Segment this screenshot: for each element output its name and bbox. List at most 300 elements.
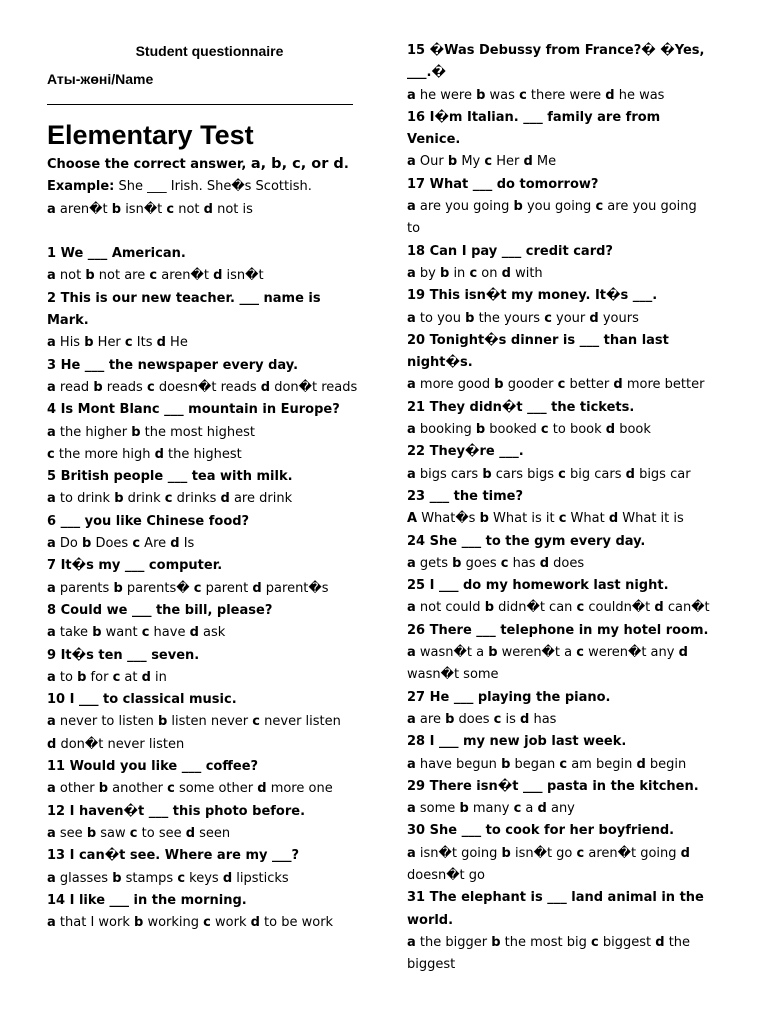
option-text: for [86,669,113,685]
option-text: bigs car [634,466,691,482]
answer-options [47,377,382,399]
question-text: Mark. [47,313,89,329]
answer-options [47,622,382,644]
option-letter: c [469,265,478,281]
option-letter: c [124,335,133,351]
option-letter: b [501,845,511,861]
option-text: What�s [417,511,480,527]
option-text: in [449,265,470,281]
option-letter: c [193,580,202,596]
option-letter: a [47,915,56,931]
questionnaire-title: Student questionnaire [135,43,284,59]
answer-options [407,308,737,330]
option-text: by [415,265,440,281]
example-options [47,199,382,221]
option-text: has [529,711,557,727]
answer-options [407,553,737,575]
question-text: world. [407,912,454,928]
option-letter: c [112,669,121,685]
answer-options [47,332,382,354]
option-text: another [108,781,168,797]
option-letter: c [576,645,584,661]
option-text: parents [55,580,114,596]
answer-options [47,422,382,444]
option-text: What it is [618,511,684,527]
option-letter: a [407,466,416,482]
answer-options [407,196,737,218]
option-text: aren�t going [584,845,681,861]
option-text: any [546,801,575,817]
option-text: weren�t a [497,645,577,661]
option-letter: a [407,87,416,103]
option-letter: c [576,600,585,616]
option-text: there were [526,87,606,103]
option-letter: d [636,756,646,772]
option-text: cars bigs [491,466,559,482]
question-text: ___.� [407,65,446,81]
option-text: biggest [407,957,456,973]
question-text: 2 This is our new teacher. ___ name is [47,290,321,306]
question-text: 14 I like ___ in the morning. [47,892,247,908]
option-letter: a [47,825,56,841]
answer-options [407,508,737,530]
option-letter: a [407,422,416,438]
option-text: to [407,221,421,237]
question-text: 22 They�re ___. [407,444,524,460]
option-letter: b [112,870,122,886]
option-letter: d [605,87,615,103]
option-text: the bigger [415,934,492,950]
option-text: parent�s [261,580,329,596]
option-letter: b [494,377,504,393]
option-text: What is it [488,511,559,527]
answer-options [407,597,737,619]
option-letter: d [605,422,616,438]
option-letter: c [177,870,186,886]
option-letter: c [557,377,566,393]
option-letter: d [220,491,230,507]
option-text: wasn�t a [415,645,489,661]
option-letter: a [407,711,416,727]
option-letter: a [407,600,416,616]
answer-options [47,578,382,600]
option-letter: a [47,491,56,507]
option-letter: c [558,511,567,527]
option-text: to drink [55,491,115,507]
option-letter: b [134,915,144,931]
option-text: doesn�t reads [154,379,261,395]
question-text: 15 �Was Debussy from France?� �Yes, [407,43,705,58]
option-letter: a [407,555,416,571]
option-letter: a [47,335,56,351]
option-letter: c [544,310,552,326]
name-label: Аты-жөні/Name [47,71,154,87]
option-letter: c [500,555,509,571]
question-text: 17 What ___ do tomorrow? [407,176,599,192]
option-text: your [551,310,590,326]
answer-options [407,664,737,686]
answer-options [47,912,382,934]
option-letter: a [47,536,56,552]
question-text: 8 Could we ___ the bill, please? [47,602,273,618]
option-letter: b [452,555,462,571]
answer-options [47,265,382,287]
question-text: 3 He ___ the newspaper every day. [47,357,299,373]
answer-options [47,868,382,890]
option-text: Me [532,154,557,170]
question-text: Venice. [407,132,461,148]
option-letter: c [146,379,155,395]
option-letter: b [86,825,97,841]
option-text: in [150,669,167,685]
question-text: 21 They didn�t ___ the tickets. [407,399,635,415]
option-letter: c [252,714,261,730]
option-text: some other [174,781,258,797]
option-text: to [55,669,78,685]
left-column [47,40,382,934]
option-letter: a [407,845,416,861]
option-text: yours [598,310,639,326]
option-letter: d [655,934,665,950]
option-text: work [210,915,251,931]
option-letter: a [47,669,56,685]
option-letter: b [465,310,475,326]
option-text: saw [96,825,130,841]
option-letter: a [407,934,416,950]
option-text: the most big [500,934,592,950]
option-text: Our [415,154,448,170]
option-letter: d [47,736,57,752]
option-text: Are [140,536,171,552]
right-question-list [407,40,737,976]
option-letter: d [222,870,233,886]
option-text: are drink [229,491,293,507]
option-text: not are [94,268,150,284]
option-letter: b [488,645,498,661]
question-text: 18 Can I pay ___ credit card? [407,243,613,259]
question-text: 24 She ___ to the gym every day. [407,533,646,549]
option-text: Her [93,335,125,351]
option-text: aren�t [55,201,112,217]
option-letter: d [680,845,690,861]
option-letter: c [519,87,527,103]
option-text: are you going [603,199,697,215]
option-text: doesn�t go [407,867,485,883]
question-text: 30 She ___ to cook for her boyfriend. [407,823,675,839]
option-text: began [510,756,560,772]
option-letter: d [250,915,260,931]
question-text: 11 Would you like ___ coffee? [47,759,259,775]
example-label: Example: [47,179,115,195]
option-text: he were [415,87,477,103]
option-letter: d [520,711,530,727]
option-text: Her [492,154,524,170]
option-letter: d [539,555,550,571]
answer-options [407,642,737,664]
option-letter: b [459,801,469,817]
option-letter: d [189,625,199,641]
option-text: you going [522,199,596,215]
answer-options [47,711,382,733]
option-letter: a [407,801,416,817]
option-text: at [120,669,142,685]
option-text: bigs cars [415,466,483,482]
option-letter: a [47,580,56,596]
option-text: to see [137,825,186,841]
question-text: 25 I ___ do my homework last night. [407,578,669,594]
option-letter: a [407,310,416,326]
option-text: stamps [121,870,178,886]
option-text: was [485,87,520,103]
option-letter: c [166,201,175,217]
option-letter: b [479,511,489,527]
option-text: can�t [663,600,710,616]
option-letter: c [540,422,549,438]
instructions-line [47,153,382,176]
option-text: parents� [122,580,194,596]
option-text: is [501,711,521,727]
option-text: never listen [260,714,341,730]
option-text: reads [102,379,147,395]
option-letter: b [501,756,511,772]
option-text: not [55,268,86,284]
option-text: drinks [172,491,221,507]
option-text: goes [461,555,501,571]
option-letter: c [47,446,55,462]
option-letter: a [407,645,416,661]
answer-options [47,667,382,689]
question-text: 1 We ___ American. [47,246,186,262]
option-text: the highest [163,446,242,462]
example-text: She ___ Irish. She�s Scottish. [114,179,312,195]
option-text: Is [179,536,195,552]
option-letter: b [84,335,94,351]
option-text: He [165,335,188,351]
option-letter: d [625,466,635,482]
answer-options [407,932,737,954]
option-text: to you [415,310,466,326]
option-letter: a [47,714,56,730]
option-letter: d [185,825,196,841]
question-text: 13 I can�t see. Where are my ___? [47,848,300,864]
option-text: don�t never listen [56,736,185,752]
question-text: 28 I ___ my new job last week. [407,734,627,750]
option-letter: b [111,201,122,217]
question-text: 4 Is Mont Blanc ___ mountain in Europe? [47,402,340,418]
option-letter: b [82,536,92,552]
question-text: 20 Tonight�s dinner is ___ than last [407,332,669,348]
option-letter: d [608,511,619,527]
option-letter: a [47,781,56,797]
option-letter: b [113,580,123,596]
option-letter: a [407,154,416,170]
option-letter: d [252,580,262,596]
answer-options [407,954,737,976]
name-underline[interactable] [47,94,353,105]
answer-options [407,151,737,173]
answer-options [407,263,737,285]
option-letter: c [132,536,141,552]
option-letter: d [589,310,599,326]
option-text: biggest [598,934,656,950]
option-text: the most highest [140,424,255,440]
answer-options [47,488,382,510]
option-letter: b [476,87,486,103]
option-text: begin [645,756,687,772]
option-text: more good [415,377,495,393]
option-text: does [454,711,494,727]
option-letter: c [576,845,585,861]
option-text: Does [91,536,133,552]
option-text: aren�t [157,268,214,284]
option-letter: a [47,625,56,641]
option-text: booking [415,422,476,438]
option-letter: b [491,934,501,950]
option-text: gooder [503,377,558,393]
option-letter: d [203,201,213,217]
option-letter: a [47,268,56,284]
option-text: drink [123,491,165,507]
option-text: lipsticks [232,870,289,886]
option-letter: a [407,377,416,393]
option-letter: b [440,265,450,281]
option-text: keys [185,870,223,886]
answer-options [407,419,737,441]
option-letter: c [513,801,522,817]
answer-options [407,709,737,731]
example-line [47,176,382,198]
option-text: some [415,801,460,817]
option-letter: b [484,600,494,616]
option-text: the more high [54,446,155,462]
option-text: isn�t [222,268,264,284]
option-text: does [549,555,585,571]
answer-options [47,734,382,756]
option-letter: c [591,934,599,950]
option-letter: b [445,711,455,727]
option-text: parent [201,580,253,596]
answer-options [407,85,737,107]
option-text: listen never [167,714,253,730]
option-letter: b [85,268,95,284]
answer-options [407,843,737,865]
option-text: isn�t [121,201,167,217]
question-text: 23 ___ the time? [407,488,524,504]
option-text: the [664,934,691,950]
question-text: 31 The elephant is ___ land animal in the [407,890,704,906]
option-text: that I work [55,915,135,931]
option-letter: b [475,422,486,438]
option-text: see [55,825,87,841]
question-text: 19 This isn�t my money. It�s ___. [407,288,658,304]
option-letter: c [493,711,502,727]
option-text: the yours [474,310,545,326]
option-text: couldn�t [584,600,655,616]
question-text: 7 It�s my ___ computer. [47,558,223,574]
option-letter: c [559,756,568,772]
option-text: other [55,781,99,797]
answer-options [407,865,737,887]
option-text: weren�t any [583,645,679,661]
option-text: have begun [415,756,502,772]
option-letter: b [114,491,124,507]
option-text: has [508,555,540,571]
option-letter: c [149,268,158,284]
option-letter: a [407,265,416,281]
page-title: Elementary Test [47,120,254,150]
option-text: to be work [259,915,334,931]
option-letter: a [47,379,56,395]
option-letter: d [654,600,664,616]
option-letter: c [484,154,493,170]
option-letter: d [260,379,271,395]
option-text: Do [55,536,83,552]
option-letter: d [213,268,223,284]
option-text: more better [622,377,705,393]
option-text: What [566,511,609,527]
option-letter: b [77,669,87,685]
question-text: 27 He ___ playing the piano. [407,689,611,705]
option-text: he was [614,87,665,103]
option-text: more one [266,781,333,797]
option-text: better [565,377,614,393]
option-text: My [457,154,485,170]
answer-options [47,823,382,845]
option-letter: a [47,870,56,886]
option-text: on [477,265,502,281]
option-text: glasses [55,870,113,886]
question-text: night�s. [407,355,473,371]
question-text: 26 There ___ telephone in my hotel room. [407,622,709,638]
option-text: not could [415,600,485,616]
option-letter: a [47,424,56,440]
left-question-list [47,243,382,934]
option-letter: a [47,201,56,217]
question-text: 10 I ___ to classical music. [47,692,237,708]
option-text: read [55,379,94,395]
option-letter: d [257,781,267,797]
right-column [407,40,737,976]
option-letter: c [129,825,138,841]
option-letter: d [501,265,511,281]
option-text: want [101,625,142,641]
answer-options [47,444,382,466]
instructions-prefix: Choose the correct answer, [47,157,251,172]
option-letter: b [482,466,492,482]
option-text: not is [212,201,253,217]
option-letter: d [613,377,623,393]
option-letter: b [157,714,168,730]
option-text: to book [548,422,606,438]
question-text: 16 I�m Italian. ___ family are from [407,109,661,125]
option-text: His [55,335,85,351]
option-text: wasn�t some [407,667,499,683]
option-letter: a [407,199,416,215]
answer-options [407,464,737,486]
option-letter: b [131,424,141,440]
option-letter: d [141,669,151,685]
answer-options [47,533,382,555]
option-text: didn�t can [494,600,577,616]
option-letter: c [595,199,604,215]
spacer [47,221,382,243]
option-letter: c [203,915,211,931]
option-letter: c [558,466,566,482]
option-letter: d [154,446,164,462]
option-text: ask [198,625,226,641]
option-text: big cars [565,466,626,482]
option-letter: d [156,335,166,351]
